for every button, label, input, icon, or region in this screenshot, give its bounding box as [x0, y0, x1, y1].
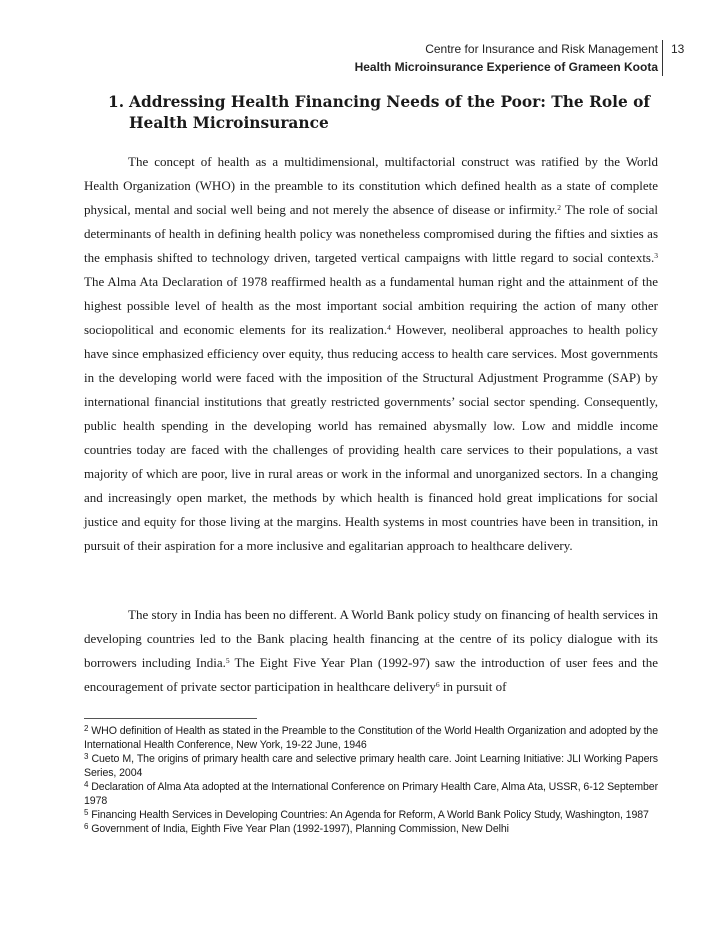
header-organization: Centre for Insurance and Risk Management [425, 42, 658, 56]
footnote-number: 5 [84, 808, 89, 817]
footnote-number: 2 [84, 724, 89, 733]
footnote-ref: 3 [654, 251, 658, 260]
footnote-number: 3 [84, 752, 89, 761]
body-paragraph-1 [84, 150, 658, 558]
footnote-text: Financing Health Services in Developing Countries: An Agenda for Reform, A World Bank Policy Study, Washington, 1987 [91, 809, 649, 821]
footnote-separator [84, 718, 257, 719]
paragraph-text: The story in India has been no different. A World Bank policy study on financing of health services in developing countries led to the Bank placing health financing at the centre of its policy dialogue with its borrowers including India. [84, 607, 658, 670]
section-title: Addressing Health Financing Needs of the Poor: The Role of Health Microinsurance [129, 93, 651, 132]
footnote-text: Cueto M, The origins of primary health care and selective primary health care. Joint Learning Initiative: JLI Working Papers Series, 2004 [84, 753, 659, 779]
paragraph-text: The Alma Ata Declaration of 1978 reaffirmed health as a fundamental human right and the attainment of the highest possible level of health as the most important social ambition requiring the action of many other sociopolitical and economic elements for its realization. [84, 274, 658, 337]
footnote [84, 724, 658, 752]
paragraph-text: The Eight Five Year Plan (1992-97) saw the introduction of user fees and the encouragement of private sector participation in healthcare delivery [84, 655, 658, 694]
paragraph-text: The role of social determinants of health in defining health policy was nonetheless compromised during the fifties and sixties as the emphasis shifted to technology driven, targeted vertical campaigns with little regard to social contexts. [84, 202, 659, 265]
footnotes [84, 724, 658, 836]
footnote [84, 752, 658, 780]
footnote [84, 822, 658, 836]
footnote-text: Declaration of Alma Ata adopted at the International Conference on Primary Health Care, Alma Ata, USSR, 6-12 September 1978 [84, 781, 659, 807]
body-paragraph-2 [84, 603, 658, 699]
section-heading [108, 92, 668, 134]
footnote-ref: 6 [435, 680, 440, 689]
footnote-number: 6 [84, 822, 89, 831]
header-report-title: Health Microinsurance Experience of Grameen Koota [354, 60, 658, 74]
footnote [84, 808, 658, 822]
page-number: 13 [671, 42, 685, 56]
paragraph-text: The concept of health as a multidimensional, multifactorial construct was ratified by the World Health Organization (WHO) in the preamble to its constitution which defined health as a state of complete physical, mental and social well being and not merely the absence of disease or infirmity. [84, 154, 658, 217]
footnote-number: 4 [84, 780, 89, 789]
footnote [84, 780, 658, 808]
footnote-ref: 5 [225, 656, 230, 665]
paragraph-text: in pursuit of [439, 679, 507, 694]
section-number: 1. [108, 93, 125, 111]
header-divider [662, 40, 663, 76]
footnote-ref: 4 [387, 323, 391, 332]
footnote-ref: 2 [557, 203, 562, 212]
paragraph-text: However, neoliberal approaches to health policy have since emphasized efficiency over equity, thus reducing access to health care services. Most governments in the developing world were faced with the imposition of the Structural Adjustment Programme (SAP) by international financial institutions that greatly restricted governments’ social sector spending. Consequently, public health spending in the developing world has remained abysmally low. Low and middle income countries today are faced with the challenges of providing health care services to their populations, a vast majority of which are poor, live in rural areas or work in the informal and unorganized sectors. In a changing and increasingly open market, the methods by which health is financed hold great implications for social justice and equity for those living at the margins. Health systems in most countries have been in transition, in pursuit of their aspiration for a more inclusive and egalitarian approach to healthcare delivery. [84, 322, 658, 553]
footnote-text: WHO definition of Health as stated in the Preamble to the Constitution of the World Health Organization and adopted by the International Health Conference, New York, 19-22 June, 1946 [84, 725, 659, 751]
footnote-text: Government of India, Eighth Five Year Plan (1992-1997), Planning Commission, New Delhi [91, 823, 509, 835]
running-header [355, 40, 658, 76]
